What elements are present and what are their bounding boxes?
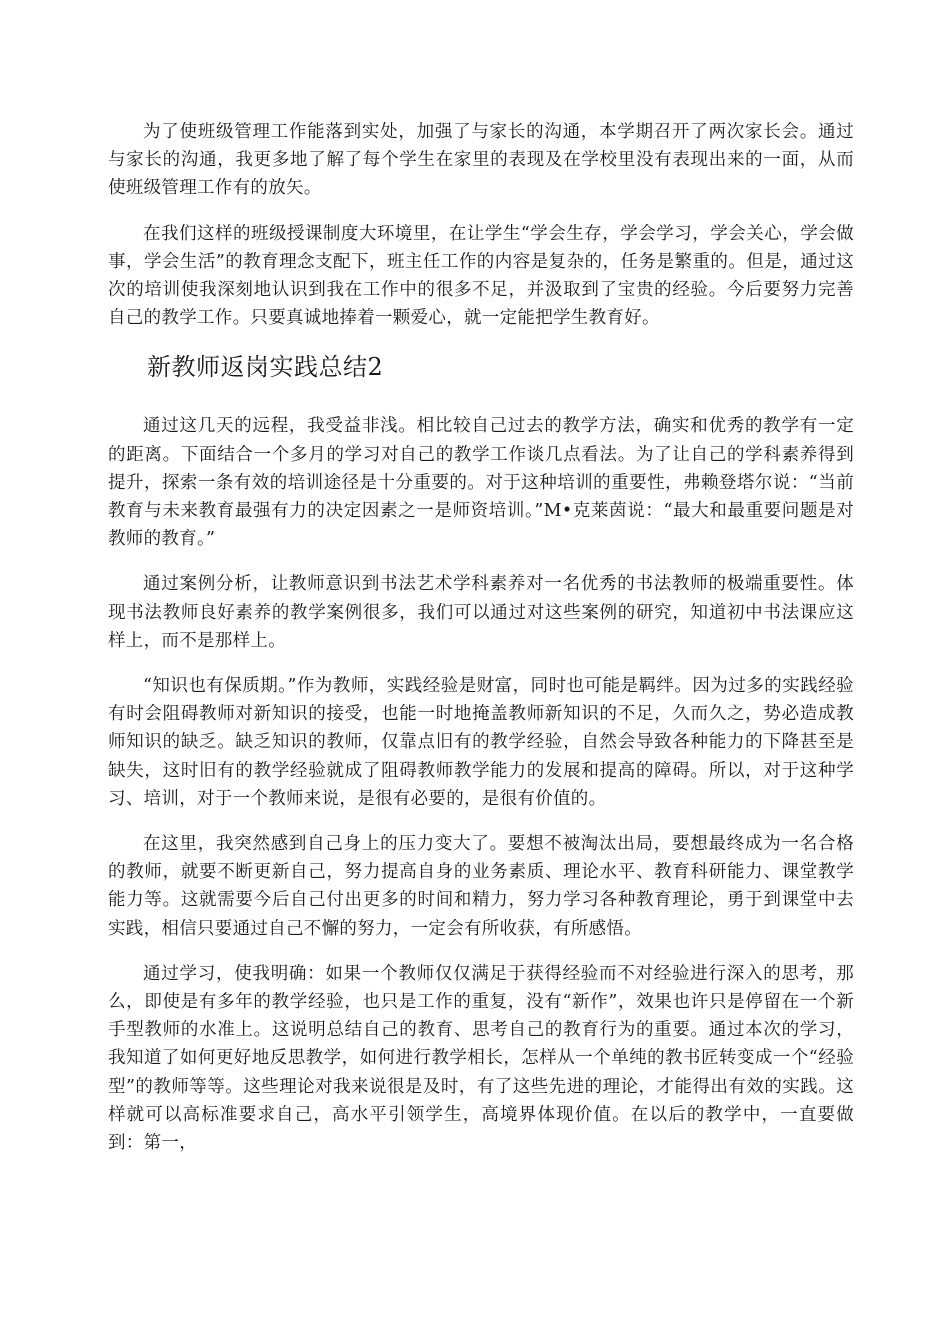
paragraph-pressure: 在这里，我突然感到自己身上的压力变大了。要想不被淘汰出局，要想最终成为一名合格的教师，就要不断更新自己，努力提高自身的业务素质、理论水平、教育科研能力、课堂教学能力等。这就需要今后自己付出更多的时间和精力，努力学习各种教育理论，勇于到课堂中去实践，相信只要通过自己不懈的努力，一定会有所收获，有所感悟。 xyxy=(108,834,854,939)
paragraph-reflection: 通过学习，使我明确：如果一个教师仅仅满足于获得经验而不对经验进行深入的思考，那么，即使是有多年的教学经验，也只是工作的重复，没有“新作”，效果也许只是停留在一个新手型教师的水准上。这说明总结自己的教育、思考自己的教育行为的重要。通过本次的学习，我知道了如何更好地反思教学，如何进行教学相长，怎样从一个单纯的教书匠转变成一个“经验型”的教师等等。这些理论对我来说很是及时，有了这些先进的理论，才能得出有效的实践。这样就可以高标准要求自己，高水平引领学生，高境界体现价值。在以后的教学中，一直要做到：第一， xyxy=(108,963,854,1154)
paragraph-case-analysis: 通过案例分析，让教师意识到书法艺术学科素养对一名优秀的书法教师的极端重要性。体现书法教师良好素养的教学案例很多，我们可以通过对这些案例的研究，知道初中书法课应这样上，而不是那样上。 xyxy=(108,574,854,651)
paragraph-class-teacher-work: 在我们这样的班级授课制度大环境里，在让学生“学会生存，学会学习，学会关心，学会做事，学会生活”的教育理念支配下，班主任工作的内容是复杂的，任务是繁重的。但是，通过这次的培训使我深刻地认识到我在工作中的很多不足，并汲取到了宝贵的经验。今后要努力完善自己的教学工作。只要真诚地捧着一颗爱心，就一定能把学生教育好。 xyxy=(108,223,854,329)
paragraph-knowledge-shelf-life: “知识也有保质期。”作为教师，实践经验是财富，同时也可能是羁绊。因为过多的实践经验有时会阻碍教师对新知识的接受，也能一时地掩盖教师新知识的不足，久而久之，势必造成教师知识的缺乏。缺乏知识的教师，仅靠点旧有的教学经验，自然会导致各种能力的下降甚至是缺失，这时旧有的教学经验就成了阻碍教师教学能力的发展和提高的障碍。所以，对于这种学习、培训，对于一个教师来说，是很有必要的，是很有价值的。 xyxy=(108,676,854,809)
section-title: 新教师返岗实践总结2 xyxy=(147,353,384,382)
paragraph-remote-training: 通过这几天的远程，我受益非浅。相比较自己过去的教学方法，确实和优秀的教学有一定的距离。下面结合一个多月的学习对自己的教学工作谈几点看法。为了让自己的学科素养得到提升，探索一条有效的培训途径是十分重要的。对于这种培训的重要性，弗赖登塔尔说：“当前教育与未来教育最强有力的决定因素之一是师资培训。”M•克莱茵说：“最大和最重要问题是对教师的教育。” xyxy=(108,416,854,550)
paragraph-parent-communication: 为了使班级管理工作能落到实处，加强了与家长的沟通，本学期召开了两次家长会。通过与家长的沟通，我更多地了解了每个学生在家里的表现及在学校里没有表现出来的一面，从而使班级管理工作有的放矢。 xyxy=(108,122,854,199)
document-page xyxy=(108,118,854,1174)
